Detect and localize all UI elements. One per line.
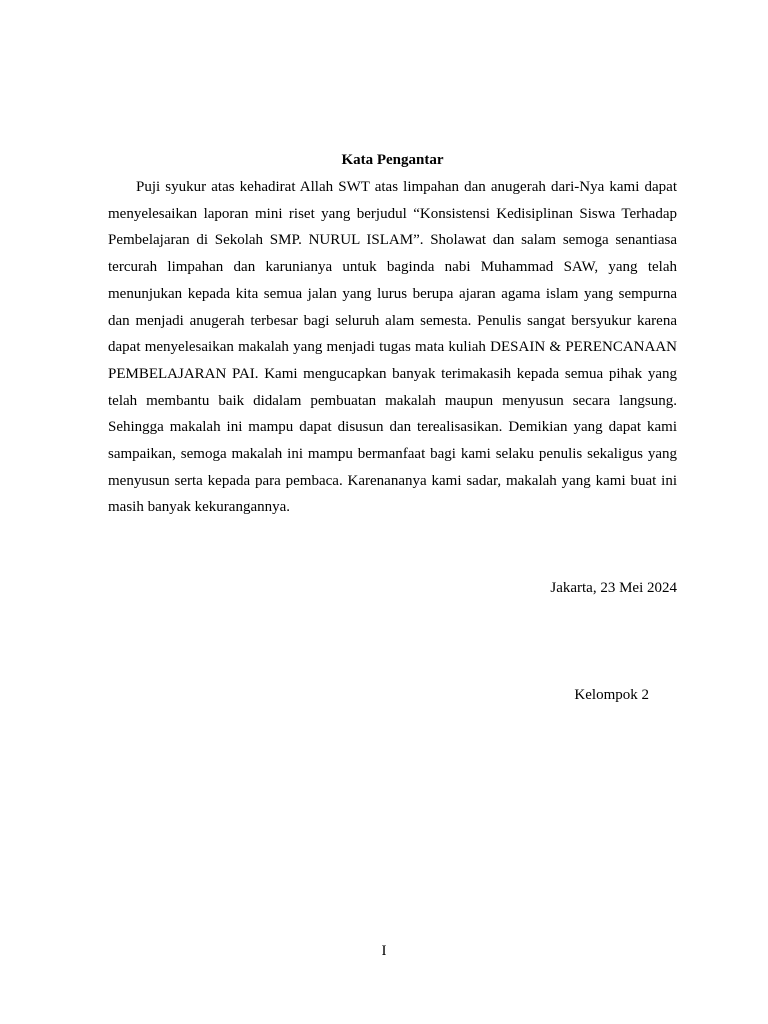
place-date: Jakarta, 23 Mei 2024	[550, 580, 677, 596]
body-paragraph: Puji syukur atas kehadirat Allah SWT atas limpahan dan anugerah dari-Nya kami dapat menyelesaikan laporan mini riset yang berjudul “Konsistensi Kedisiplinan Siswa Terhadap Pembelajaran di Sekolah SMP. NURUL ISLAM”. Sholawat dan salam semoga senantiasa tercurah limpahan dan karunianya untuk baginda nabi Muhammad SAW, yang telah menunjukan kepada kita semua jalan yang lurus berupa ajaran agama islam yang sempurna dan menjadi anugerah terbesar bagi seluruh alam semesta. Penulis sangat bersyukur karena dapat menyelesaikan makalah yang menjadi tugas mata kuliah DESAIN & PERENCANAAN PEMBELAJARAN PAI. Kami mengucapkan banyak terimakasih kepada semua pihak yang telah membantu baik didalam pembuatan makalah maupun menyusun secara langsung. Sehingga makalah ini mampu dapat disusun dan terealisasikan. Demikian yang dapat kami sampaikan, semoga makalah ini mampu bermanfaat bagi kami selaku penulis sekaligus yang menyusun serta kepada para pembaca. Karenananya kami sadar, makalah yang kami buat ini masih banyak kekurangannya.	[108, 179, 677, 516]
page-number: I	[381, 943, 387, 959]
signature-author: Kelompok 2	[574, 687, 649, 703]
page-title: Kata Pengantar	[341, 152, 444, 168]
